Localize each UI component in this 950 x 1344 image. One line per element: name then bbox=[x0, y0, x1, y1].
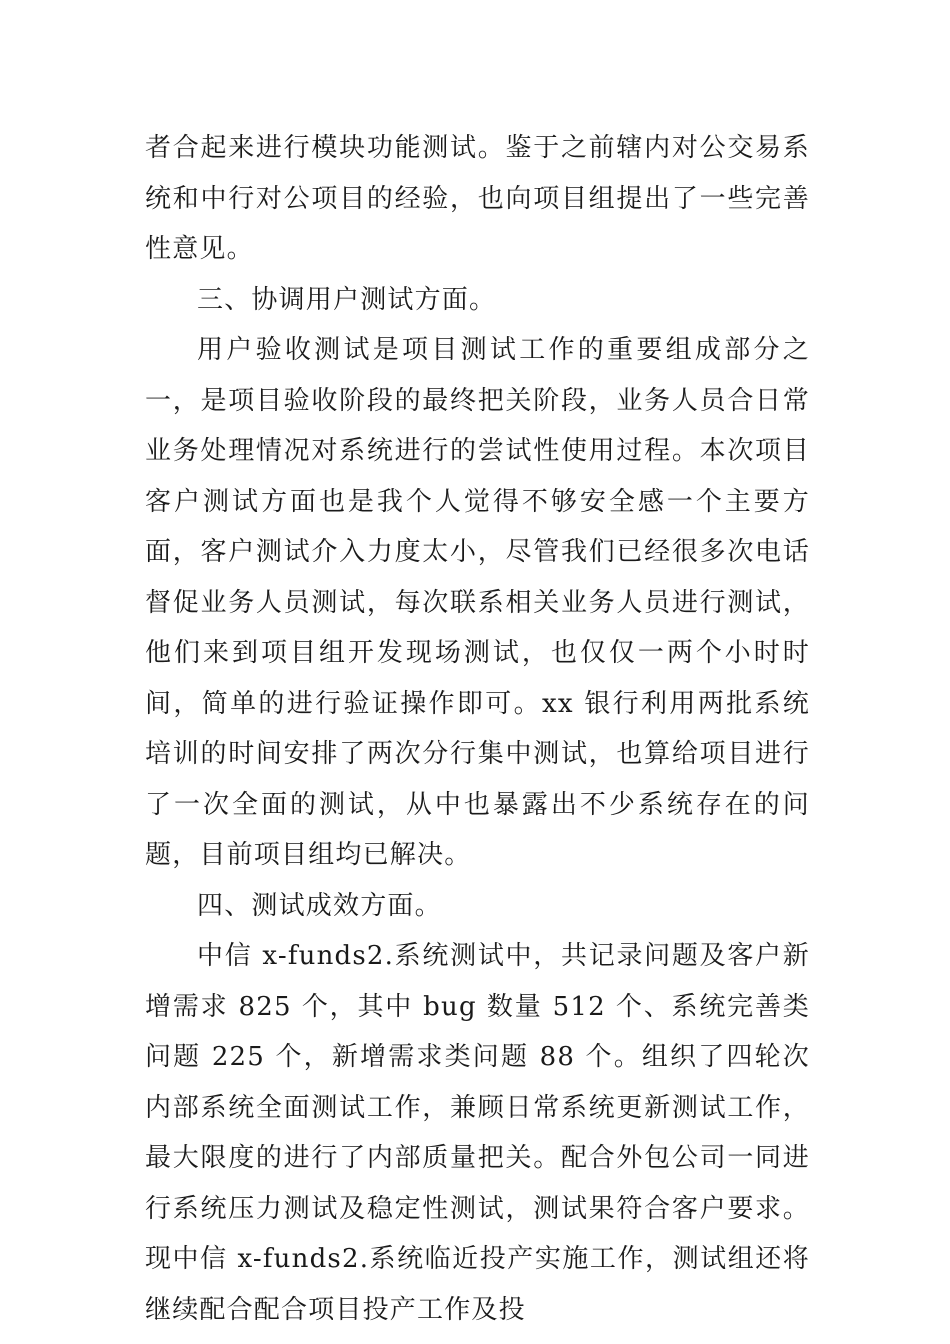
document-page bbox=[145, 123, 810, 1335]
paragraph-user-acceptance-testing: 用户验收测试是项目测试工作的重要组成部分之一，是项目验收阶段的最终把关阶段，业务人员合日常业务处理情况对系统进行的尝试性使用过程。本次项目客户测试方面也是我个人觉得不够安全感一个主要方面，客户测试介入力度太小，尽管我们已经很多次电话督促业务人员测试，每次联系相关业务人员进行测试，他们来到项目组开发现场测试，也仅仅一两个小时时间，简单的进行验证操作即可。xx 银行利用两批系统培训的时间安排了两次分行集中测试，也算给项目进行了一次全面的测试，从中也暴露出不少系统存在的问题，目前项目组均已解决。 bbox=[145, 335, 810, 870]
section-heading-user-testing: 三、协调用户测试方面。 bbox=[197, 284, 497, 315]
paragraph-test-results: 中信 x-funds2.系统测试中，共记录问题及客户新增需求 825 个，其中 bug 数量 512 个、系统完善类问题 225 个，新增需求类问题 88 个。组织了四轮次内部系统全面测试工作，兼顾日常系统更新测试工作，最大限度的进行了内部质量把关。配合外包公司一同进行系统压力测试及稳定性测试，测试果符合客户要求。现中信 x-funds2.系统临近投产实施工作，测试组还将继续配合配合项目投产工作及投 bbox=[145, 941, 810, 1325]
paragraph-continuation: 者合起来进行模块功能测试。鉴于之前辖内对公交易系统和中行对公项目的经验，也向项目组提出了一些完善性意见。 bbox=[145, 133, 810, 264]
section-heading-test-results: 四、测试成效方面。 bbox=[197, 890, 442, 921]
